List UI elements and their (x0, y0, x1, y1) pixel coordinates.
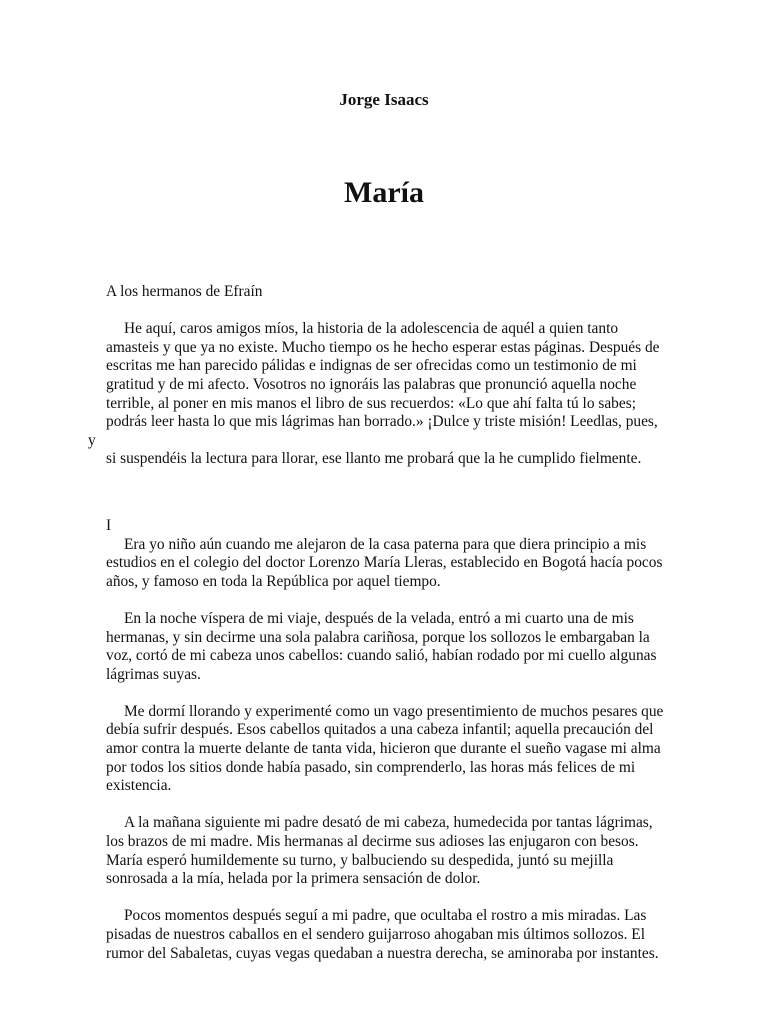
text-line: He aquí, caros amigos míos, la historia de la adolescencia de aquél a quien tanto (124, 320, 619, 338)
paragraph (106, 536, 666, 592)
preface-paragraph (88, 320, 666, 469)
text-line: existencia. (106, 777, 172, 795)
text-line: si suspendéis la lectura para llorar, ese llanto me probará que la he cumplido fielmente. (106, 450, 642, 468)
text-line: Pocos momentos después seguí a mi padre, que ocultaba el rostro a mis miradas. Las (124, 907, 647, 925)
author-name: Jorge Isaacs (339, 90, 429, 109)
text-line: gratitud y de mi afecto. Vosotros no ignoráis las palabras que pronunció aquella noche (106, 375, 637, 393)
text-line: debía sufrir después. Esos cabellos quitados a una cabeza infantil; aquella precaución del (106, 721, 654, 739)
text-line: En la noche víspera de mi viaje, después de la velada, entró a mi cuarto una de mis (124, 609, 634, 627)
text-line: Era yo niño aún cuando me alejaron de la casa paterna para que diera principio a mis (124, 535, 647, 553)
text-line: sonrosada a la mía, helada por la primera sensación de dolor. (106, 870, 481, 888)
text-line: voz, cortó de mi cabeza unos cabellos: cuando salió, habían rodado por mi cuello algunas (106, 647, 657, 665)
text-line: pisadas de nuestros caballos en el sendero guijarroso ahogaban mis últimos sollozos. El (106, 926, 645, 943)
text-line: lágrimas suyas. (106, 665, 201, 683)
paragraph (106, 907, 666, 963)
chapter-heading: I (106, 516, 112, 534)
text-line: años, y famoso en toda la República por aquel tiempo. (106, 572, 441, 590)
text-line: escritas me han parecido pálidas e indignas de ser ofrecidas como un testimonio de mi (106, 357, 637, 375)
text-line: por todos los sitios donde había pasado, sin comprenderlo, las horas más felices de mi (106, 758, 636, 776)
book-title: María (344, 176, 424, 209)
text-line: amasteis y que ya no existe. Mucho tiempo os he hecho esperar estas páginas. Después de (106, 338, 660, 356)
text-line: estudios en el colegio del doctor Lorenzo María Lleras, establecido en Bogotá hacía pocos (106, 554, 663, 572)
paragraph (106, 703, 666, 796)
dedication: A los hermanos de Efraín (106, 283, 263, 300)
text-line: amor contra la muerte delante de tanta vida, hicieron que durante el sueño vagase mi alma (106, 740, 661, 758)
text-line: terrible, al poner en mis manos el libro de sus recuerdos: «Lo que ahí falta tú lo sabes; (106, 394, 636, 412)
paragraph (106, 610, 666, 684)
text-line: María esperó humildemente su turno, y balbuciendo su despedida, juntó su mejilla (106, 851, 614, 869)
text-line: rumor del Sabaletas, cuyas vegas quedaban a nuestra derecha, se aminoraba por instantes. (106, 944, 659, 962)
text-line: Me dormí llorando y experimenté como un vago presentimiento de muchos pesares que (124, 702, 664, 720)
text-line: A la mañana siguiente mi padre desató de mi cabeza, humedecida por tantas lágrimas, (124, 814, 653, 832)
text-line: los brazos de mi madre. Mis hermanas al decirme sus adioses las enjugaron con besos. (106, 833, 639, 851)
text-line: hermanas, y sin decirme una sola palabra cariñosa, porque los sollozos le embargaban la (106, 628, 650, 646)
paragraph (106, 814, 666, 888)
document-body (88, 283, 666, 963)
text-line: podrás leer hasta lo que mis lágrimas han borrado.» ¡Dulce y triste misión! Leedlas, pues, y (88, 413, 658, 449)
